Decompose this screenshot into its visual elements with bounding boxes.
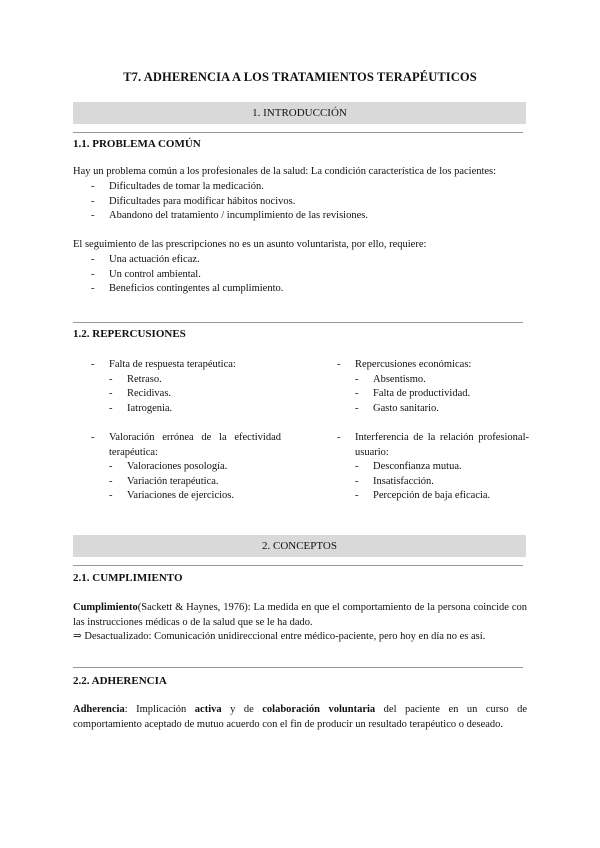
list-item: - Variaciones de ejercicios. bbox=[91, 489, 281, 504]
group-interferencia-relacion bbox=[337, 431, 529, 504]
section-band-conceptos: 2. CONCEPTOS bbox=[73, 535, 526, 557]
paragraph-intro: Hay un problema común a los profesionales de la salud: La condición característica de los pacientes: bbox=[73, 166, 497, 177]
list-item: - Beneficios contingentes al cumplimiento. bbox=[91, 282, 411, 297]
list-item: - Falta de productividad. bbox=[337, 387, 529, 402]
heading-cumplimiento: 2.1. CUMPLIMIENTO bbox=[73, 572, 183, 584]
term-adherencia: Adherencia bbox=[73, 704, 125, 715]
list-item: - Insatisfacción. bbox=[337, 475, 529, 490]
list-item: - Un control ambiental. bbox=[91, 268, 411, 283]
divider bbox=[73, 132, 523, 133]
group-items bbox=[91, 373, 281, 417]
list-item: - Dificultades para modificar hábitos nocivos. bbox=[91, 195, 411, 210]
list-dificultades bbox=[91, 180, 411, 224]
group-items bbox=[337, 373, 529, 417]
list-item: - Percepción de baja eficacia. bbox=[337, 489, 529, 504]
term-cumplimiento: Cumplimiento bbox=[73, 602, 138, 613]
heading-adherencia: 2.2. ADHERENCIA bbox=[73, 675, 167, 687]
divider bbox=[73, 565, 523, 566]
list-item: - Iatrogenia. bbox=[91, 402, 281, 417]
group-label: - Repercusiones económicas: bbox=[337, 358, 529, 373]
heading-problema-comun: 1.1. PROBLEMA COMÚN bbox=[73, 138, 201, 150]
paragraph-adherencia bbox=[73, 703, 527, 732]
divider bbox=[73, 667, 523, 668]
list-item: - Dificultades de tomar la medicación. bbox=[91, 180, 411, 195]
paragraph-seguimiento: El seguimiento de las prescripciones no es un asunto voluntarista, por ello, requiere: bbox=[73, 239, 427, 250]
document-title: T7. ADHERENCIA A LOS TRATAMIENTOS TERAPÉUTICOS bbox=[123, 70, 477, 84]
list-requisitos bbox=[91, 253, 411, 297]
definition-text: : Implicación bbox=[124, 704, 195, 715]
list-item: - Absentismo. bbox=[337, 373, 529, 388]
group-falta-respuesta bbox=[91, 358, 281, 416]
group-label: - Interferencia de la relación profesional-usuario: bbox=[337, 431, 529, 460]
list-item: - Retraso. bbox=[91, 373, 281, 388]
list-item: - Variación terapéutica. bbox=[91, 475, 281, 490]
group-label: - Valoración errónea de la efectividad terapéutica: bbox=[91, 431, 281, 460]
list-item: - Valoraciones posología. bbox=[91, 460, 281, 475]
list-item: - Recidivas. bbox=[91, 387, 281, 402]
keyword-activa: activa bbox=[194, 704, 222, 715]
definition-text: y de bbox=[221, 704, 263, 715]
group-label: - Falta de respuesta terapéutica: bbox=[91, 358, 281, 373]
note-desactualizado: ⇒ Desactualizado: Comunicación unidireccional entre médico-paciente, pero hoy en día no es así. bbox=[73, 631, 486, 642]
list-item: - Una actuación eficaz. bbox=[91, 253, 411, 268]
section-band-introduccion: 1. INTRODUCCIÓN bbox=[73, 102, 526, 124]
definition-text: (Sackett & Haynes, 1976): La medida en que el comportamiento de la persona coincide con las instrucciones médicas o de la salud que se le ha dado. bbox=[73, 602, 527, 628]
group-repercusiones-economicas bbox=[337, 358, 529, 416]
definition-text: del paciente en un curso de comportamiento aceptado de mutuo acuerdo con el fin de producir un resultado terapéutico o deseado. bbox=[73, 704, 527, 730]
list-item: - Abandono del tratamiento / incumplimiento de las revisiones. bbox=[91, 209, 411, 224]
group-valoracion-erronea bbox=[91, 431, 281, 504]
divider bbox=[73, 322, 523, 323]
group-items bbox=[91, 460, 281, 504]
paragraph-cumplimiento bbox=[73, 601, 527, 630]
group-items bbox=[337, 460, 529, 504]
list-item: - Gasto sanitario. bbox=[337, 402, 529, 417]
keyword-colaboracion: colaboración voluntaria bbox=[262, 704, 376, 715]
list-item: - Desconfianza mutua. bbox=[337, 460, 529, 475]
heading-repercusiones: 1.2. REPERCUSIONES bbox=[73, 328, 186, 340]
